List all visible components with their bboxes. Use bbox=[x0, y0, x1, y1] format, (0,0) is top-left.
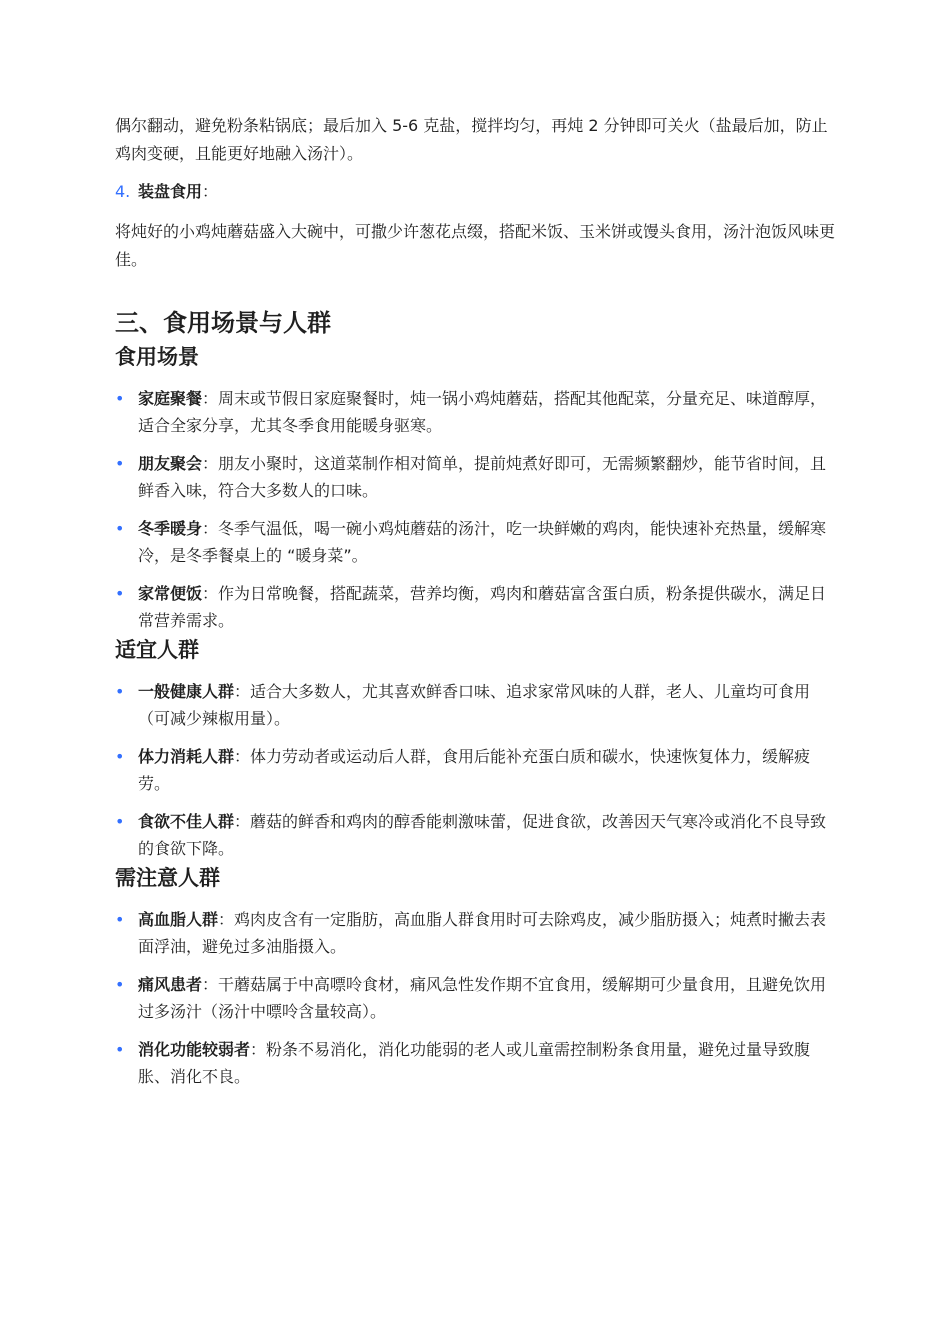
scenes-heading: 食用场景 bbox=[115, 345, 199, 369]
item-text: 作为日常晚餐，搭配蔬菜，营养均衡，鸡肉和蘑菇富含蛋白质，粉条提供碳水，满足日常营养需求。 bbox=[138, 584, 827, 630]
list-item bbox=[115, 743, 840, 797]
item-term: 家常便饭 bbox=[138, 584, 203, 603]
step-4-heading bbox=[115, 178, 840, 206]
suitable-list bbox=[115, 678, 840, 862]
item-sep: ： bbox=[234, 682, 251, 701]
item-sep: ： bbox=[250, 1040, 267, 1059]
item-term: 家庭聚餐 bbox=[138, 389, 203, 408]
step-4-text: 将炖好的小鸡炖蘑菇盛入大碗中，可撒少许葱花点缀，搭配米饭、玉米饼或馒头食用，汤汁泡饭风味更佳。 bbox=[115, 222, 836, 269]
bullet-icon: • bbox=[115, 910, 125, 929]
item-term: 消化功能较弱者 bbox=[138, 1040, 251, 1059]
item-term: 朋友聚会 bbox=[138, 454, 203, 473]
list-item bbox=[115, 385, 840, 439]
bullet-icon: • bbox=[115, 975, 125, 994]
item-sep: ： bbox=[202, 454, 219, 473]
item-text: 朋友小聚时，这道菜制作相对简单，提前炖煮好即可，无需频繁翻炒，能节省时间，且鲜香入味，符合大多数人的口味。 bbox=[138, 454, 827, 500]
item-sep: ： bbox=[202, 975, 219, 994]
item-text: 蘑菇的鲜香和鸡肉的醇香能刺激味蕾，促进食欲，改善因天气寒冷或消化不良导致的食欲下降。 bbox=[138, 812, 827, 858]
list-item bbox=[115, 971, 840, 1025]
item-text: 鸡肉皮含有一定脂肪，高血脂人群食用时可去除鸡皮，减少脂肪摄入；炖煮时撇去表面浮油，避免过多油脂摄入。 bbox=[138, 910, 827, 956]
list-item bbox=[115, 678, 840, 732]
bullet-icon: • bbox=[115, 454, 125, 473]
document-page bbox=[115, 112, 840, 1090]
list-item bbox=[115, 1036, 840, 1090]
list-item bbox=[115, 515, 840, 569]
list-number: 4. bbox=[115, 182, 131, 201]
item-sep: ： bbox=[218, 910, 235, 929]
caution-heading: 需注意人群 bbox=[115, 866, 220, 890]
bullet-icon: • bbox=[115, 584, 125, 603]
section-3-heading: 三、食用场景与人群 bbox=[115, 309, 331, 337]
item-text: 体力劳动者或运动后人群，食用后能补充蛋白质和碳水，快速恢复体力，缓解疲劳。 bbox=[138, 747, 811, 793]
item-term: 痛风患者 bbox=[138, 975, 203, 994]
bullet-icon: • bbox=[115, 519, 125, 538]
item-text: 粉条不易消化，消化功能弱的老人或儿童需控制粉条食用量，避免过量导致腹胀、消化不良。 bbox=[138, 1040, 811, 1086]
list-item bbox=[115, 808, 840, 862]
caution-list bbox=[115, 906, 840, 1090]
item-term: 体力消耗人群 bbox=[138, 747, 235, 766]
item-text: 适合大多数人，尤其喜欢鲜香口味、追求家常风味的人群，老人、儿童均可食用（可减少辣椒用量）。 bbox=[138, 682, 811, 728]
item-term: 一般健康人群 bbox=[138, 682, 235, 701]
bullet-icon: • bbox=[115, 682, 125, 701]
step-4-colon: ： bbox=[202, 182, 219, 201]
item-sep: ： bbox=[202, 389, 219, 408]
item-text: 周末或节假日家庭聚餐时，炖一锅小鸡炖蘑菇，搭配其他配菜，分量充足、味道醇厚，适合全家分享，尤其冬季食用能暖身驱寒。 bbox=[138, 389, 827, 435]
bullet-icon: • bbox=[115, 1040, 125, 1059]
step3-continuation: 偶尔翻动，避免粉条粘锅底；最后加入 5-6 克盐，搅拌均匀，再炖 2 分钟即可关火（盐最后加，防止鸡肉变硬，且能更好地融入汤汁）。 bbox=[115, 116, 828, 163]
item-term: 高血脂人群 bbox=[138, 910, 219, 929]
list-item bbox=[115, 906, 840, 960]
step-4-title: 装盘食用 bbox=[138, 182, 203, 201]
item-sep: ： bbox=[202, 519, 219, 538]
item-sep: ： bbox=[202, 584, 219, 603]
bullet-icon: • bbox=[115, 747, 125, 766]
bullet-icon: • bbox=[115, 389, 125, 408]
scenes-list bbox=[115, 385, 840, 634]
item-sep: ： bbox=[234, 812, 251, 831]
item-text: 冬季气温低，喝一碗小鸡炖蘑菇的汤汁，吃一块鲜嫩的鸡肉，能快速补充热量，缓解寒冷，是冬季餐桌上的 “暖身菜”。 bbox=[138, 519, 827, 565]
item-text: 干蘑菇属于中高嘌呤食材，痛风急性发作期不宜食用，缓解期可少量食用，且避免饮用过多汤汁（汤汁中嘌呤含量较高）。 bbox=[138, 975, 827, 1021]
item-sep: ： bbox=[234, 747, 251, 766]
item-term: 食欲不佳人群 bbox=[138, 812, 235, 831]
bullet-icon: • bbox=[115, 812, 125, 831]
suitable-heading: 适宜人群 bbox=[115, 638, 199, 662]
item-term: 冬季暖身 bbox=[138, 519, 203, 538]
list-item bbox=[115, 450, 840, 504]
list-item bbox=[115, 580, 840, 634]
